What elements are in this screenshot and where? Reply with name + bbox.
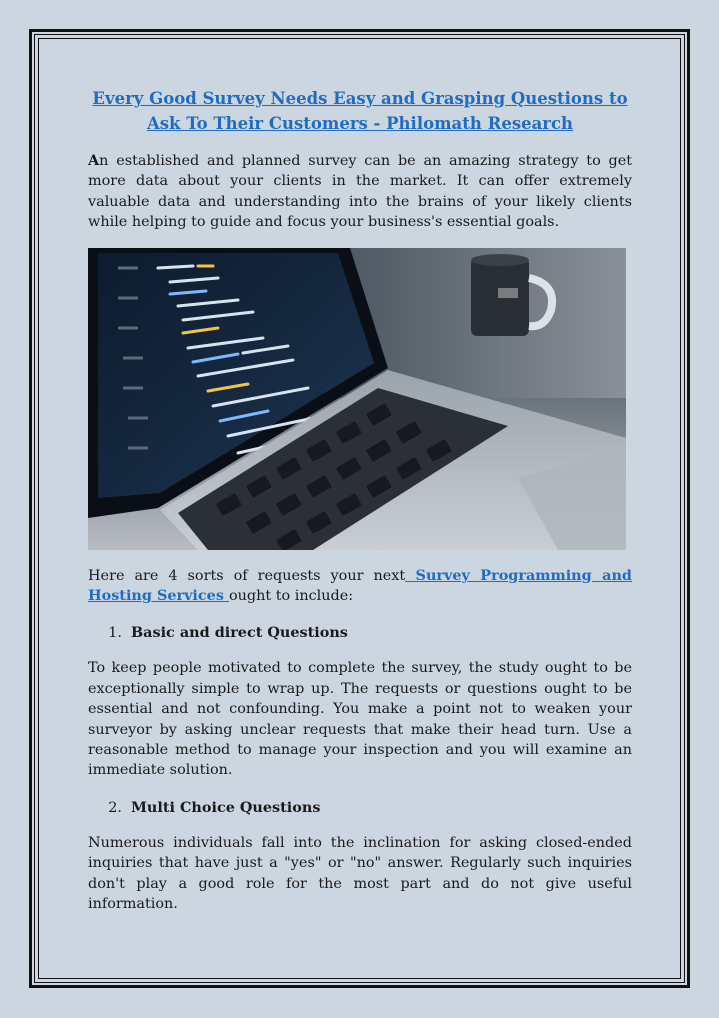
document-title[interactable]: Every Good Survey Needs Easy and Grasping Questions to Ask To Their Customers - Philomath Research [92, 89, 628, 133]
section-2-title: Multi Choice Questions [131, 798, 321, 816]
section-1-number: 1. [108, 625, 122, 642]
intro-drop-letter: A [88, 152, 100, 169]
document-page [88, 86, 632, 915]
list-intro-paragraph [88, 566, 632, 607]
section-1-heading [88, 623, 632, 643]
laptop-photo [88, 248, 626, 550]
intro-text: n established and planned survey can be an amazing strategy to get more data about your clients in the market. It can offer extremely valuable data and understanding into the brains of your likely clients while helping to guide and focus your business's essential goals. [88, 153, 632, 231]
section-1-body: To keep people motivated to complete the survey, the study ought to be exceptionally simple to wrap up. The requests or questions ought to be essential and not confounding. You make a point not to weaken your surveyor by asking unclear requests that make their head turn. Use a reasonable method to manage your inspection and you will examine an immediate solution. [88, 660, 632, 779]
section-2-heading [88, 798, 632, 818]
laptop-code-image [88, 248, 626, 550]
section-2-number: 2. [108, 799, 122, 816]
section-1-title: Basic and direct Questions [131, 624, 348, 642]
intro-paragraph [88, 151, 632, 233]
list-intro-prefix: Here are 4 sorts of requests your next [88, 567, 406, 584]
survey-programming-link[interactable]: Survey Programming and Hosting Services [88, 566, 632, 605]
list-intro-suffix: ought to include: [228, 588, 354, 605]
section-2-body: Numerous individuals fall into the inclination for asking closed-ended inquiries that have just a "yes" or "no" answer. Regularly such inquiries don't play a good role for the most part and do not give useful information. [88, 834, 632, 913]
